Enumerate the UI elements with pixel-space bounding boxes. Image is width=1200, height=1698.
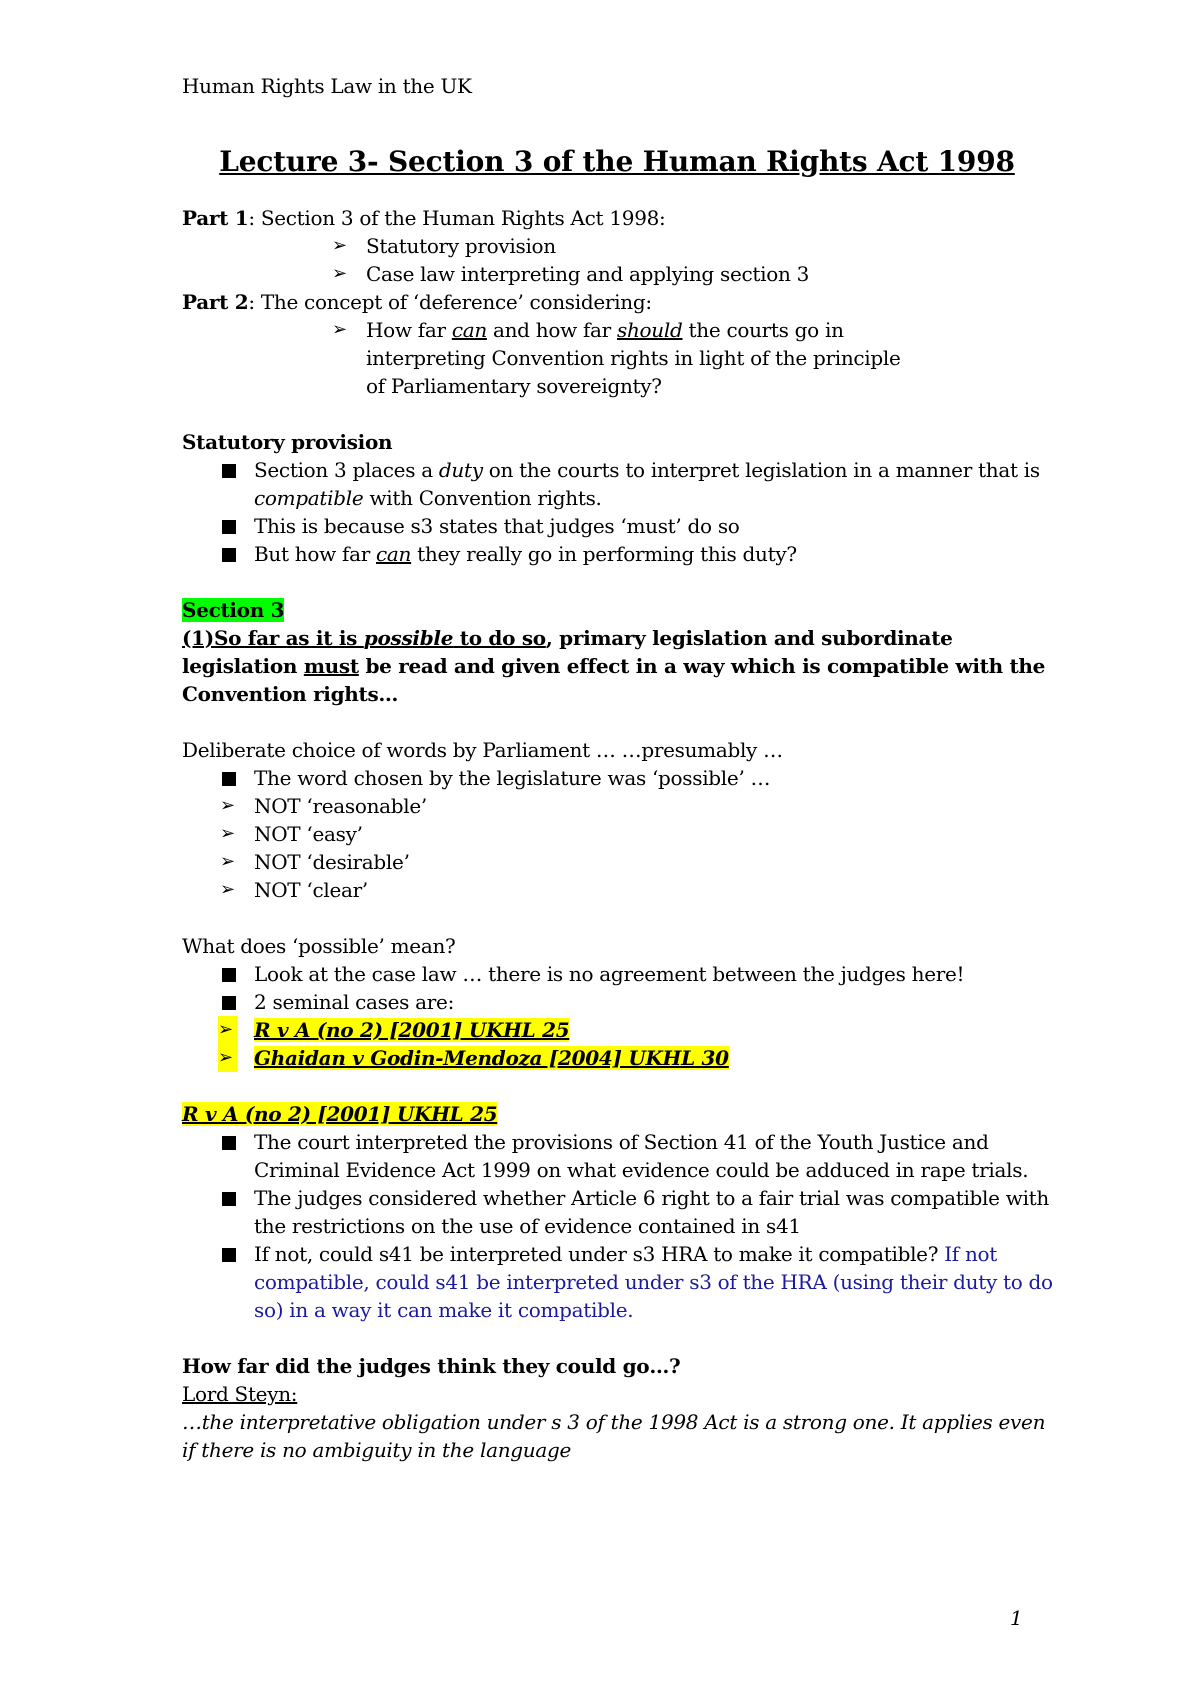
quote-text: to do so [453,626,546,650]
part1-item-text: Statutory provision [366,234,556,258]
emphasis-duty: duty [438,458,483,482]
bullet-text: The word chosen by the legislature was ‘possible’ … [254,766,771,790]
bullet-text: they really go in performing this duty? [411,542,797,566]
not-text: NOT ‘clear’ [254,878,368,902]
deliberate-intro: Deliberate choice of words by Parliament … …presumably … [182,738,783,762]
case-item [182,1016,1062,1044]
emphasis-possible: possible [363,626,454,650]
part2-item-text: the courts go in interpreting Convention rights in light of the principle of Parliamentary sovereignty? [366,318,901,398]
square-bullet-icon [222,464,236,478]
judicial-quote: …the interpretative obligation under s 3 of the 1998 Act is a strong one. It applies even if there is no ambiguity in the language [182,1410,1046,1462]
arrow-bullet-icon: ➢ [220,851,235,872]
section3-label: Section 3 [182,598,285,622]
part2-text: : The concept of ‘deference’ considering: [248,290,652,314]
arrow-bullet-icon: ➢ [220,879,235,900]
page-number: 1 [1010,1606,1023,1630]
part1-item-text: Case law interpreting and applying section 3 [366,262,810,286]
arrow-bullet-icon: ➢ [220,823,235,844]
quote-text: be read and given effect in a way which is compatible with the Convention rights… [182,654,1046,706]
quote-text: , primary legislation and subordinate legislation [182,626,953,678]
case-citation: Ghaidan v Godin-Mendoza [2004] UKHL 30 [254,1046,729,1070]
bullet-text: But how far [254,542,377,566]
bullet-text: on the courts to interpret legislation in a manner that is [482,458,1040,482]
square-bullet-icon [222,548,236,562]
running-header: Human Rights Law in the UK [182,74,472,98]
part1-text: : Section 3 of the Human Rights Act 1998: [248,206,666,230]
square-bullet-icon [222,1248,236,1262]
square-bullet-icon [222,520,236,534]
not-text: NOT ‘desirable’ [254,850,410,874]
bullet-text: Look at the case law … there is no agreement between the judges here! [254,962,965,986]
statutory-heading: Statutory provision [182,430,393,454]
bullet-text: The court interpreted the provisions of Section 41 of the Youth Justice and Criminal Evidence Act 1999 on what evidence could be adduced in rape trials. [254,1130,1029,1182]
speaker-label: Lord Steyn: [182,1382,298,1406]
square-bullet-icon [222,968,236,982]
rva-bullet-1 [182,1128,1062,1184]
emphasis-compatible: compatible [254,486,364,510]
section3-label-line [182,596,1062,624]
rva-bullet-3 [182,1240,1062,1324]
emphasis-must: must [303,654,359,678]
part1-label: Part 1 [182,206,249,230]
bullet-text: with Convention rights. [363,486,602,510]
rva-heading: R v A (no 2) [2001] UKHL 25 [182,1102,498,1126]
bullet-text: 2 seminal cases are: [254,990,455,1014]
square-bullet-icon [222,1192,236,1206]
arrow-bullet-icon: ➢ [218,1016,237,1044]
possible-bullet-1 [182,960,1062,988]
arrow-bullet-icon: ➢ [218,1044,237,1072]
judges-heading: How far did the judges think they could go…? [182,1354,681,1378]
bullet-text: If not, could s41 be interpreted under s3 HRA to make it compatible? [254,1242,945,1266]
page-title: Lecture 3- Section 3 of the Human Rights Act 1998 [219,145,1015,178]
statutory-bullet-1 [182,456,1062,512]
part2-item [182,316,1062,400]
part1-line [182,204,1062,232]
emphasis-should: should [617,318,683,342]
part2-line [182,288,1062,316]
not-item [182,848,1062,876]
square-bullet-icon [222,1136,236,1150]
quote-text: (1)So far as it is [182,626,364,650]
statutory-bullet-2 [182,512,1062,540]
bullet-text: Section 3 places a [254,458,439,482]
note-text: If not compatible, could s41 be interpreted under s3 of the HRA (using their duty to do so) in a way it can make it compatible. [254,1242,1053,1322]
not-text: NOT ‘reasonable’ [254,794,427,818]
not-item [182,792,1062,820]
part2-item-text: How far [366,318,452,342]
bullet-text: The judges considered whether Article 6 right to a fair trial was compatible with the restrictions on the use of evidence contained in s41 [254,1186,1049,1238]
possible-question: What does ‘possible’ mean? [182,934,456,958]
not-item [182,876,1062,904]
possible-bullet-2 [182,988,1062,1016]
arrow-bullet-icon: ➢ [220,795,235,816]
emphasis-can: can [376,542,412,566]
emphasis-can: can [451,318,487,342]
square-bullet-icon [222,772,236,786]
section3-quote [182,624,1062,708]
case-citation: R v A (no 2) [2001] UKHL 25 [254,1018,570,1042]
part2-label: Part 2 [182,290,249,314]
arrow-bullet-icon: ➢ [332,235,347,256]
arrow-bullet-icon: ➢ [332,319,347,340]
not-item [182,820,1062,848]
document-body [182,142,1062,1464]
part1-item-2 [182,260,1062,288]
case-item [182,1044,1062,1072]
deliberate-bullet [182,764,1062,792]
bullet-text: This is because s3 states that judges ‘must’ do so [254,514,740,538]
rva-heading-line [182,1100,1062,1128]
part1-item-1 [182,232,1062,260]
square-bullet-icon [222,996,236,1010]
arrow-bullet-icon: ➢ [332,263,347,284]
not-text: NOT ‘easy’ [254,822,363,846]
statutory-bullet-3 [182,540,1062,568]
rva-bullet-2 [182,1184,1062,1240]
part2-item-text: and how far [486,318,617,342]
